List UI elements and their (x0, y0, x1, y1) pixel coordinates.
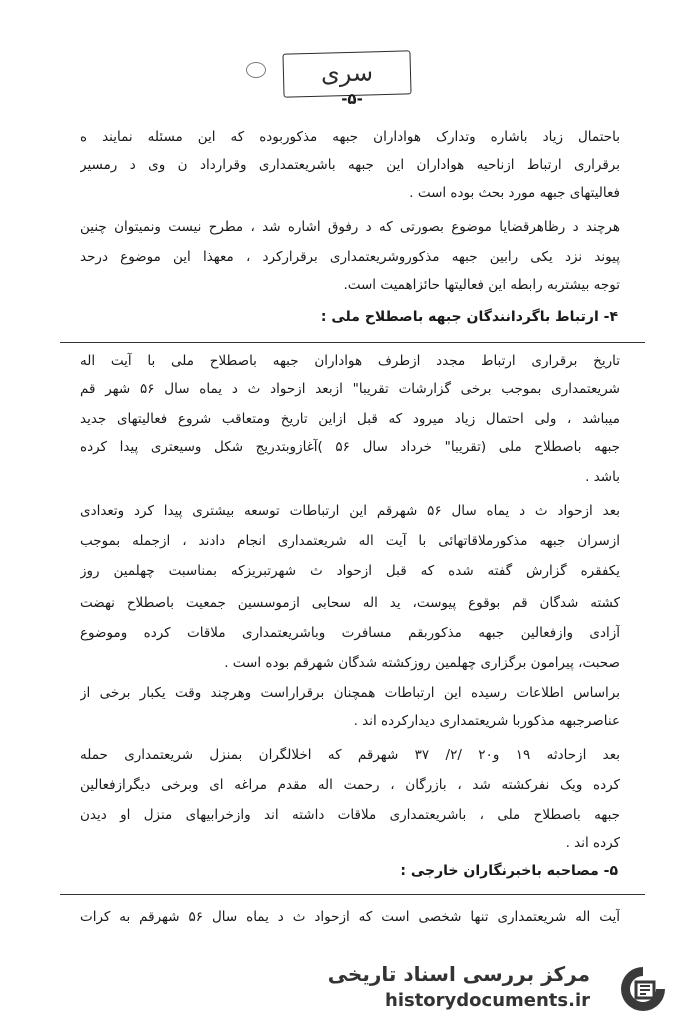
section-5-heading: ۵- مصاحبه باخبرنگاران خارجی : (400, 863, 618, 879)
text-line: جبهه باصطلاح ملی (تقریبا" خرداد سال ۵۶ )آغازوبتدریج شکل وسیعتری پیدا کرده (80, 439, 620, 455)
text-line: یکفقره گزارش گفته شده که قبل ازحواد ث شهرتبریزکه بمناسبت چهلمین روز (80, 563, 620, 579)
text-line: فعالیتهای جبهه مورد بحث بوده است . (409, 185, 620, 201)
text-line: باحتمال زیاد باشاره وتدارک هواداران جبهه مذکوربوده که این مسئله نمایند ه (80, 129, 620, 145)
text-line: کشته شدگان قم بوقوع پیوست، ید اله سحابی ازموسسین جمعیت باصطلاح نهضت (80, 595, 620, 611)
divider (60, 894, 645, 895)
classification-text: سری (320, 58, 374, 88)
text-line: کرده ویک نفرکشته شد ، بازرگان ، رحمت اله مقدم مراغه ای وبرخی دیگرازفعالین (80, 777, 620, 793)
text-line: برقراری ارتباط ازناحیه هواداران این جبهه باشریعتمداری وقرارداد ن وی د رمسیر (80, 157, 620, 173)
text-line: آزادی وازفعالین جبهه مذکوربقم مسافرت وباشریعتمداری ملاقات کرده وموضوع (80, 625, 620, 641)
text-line: توجه بیشتربه رابطه این فعالیتها حائزاهمیت است. (343, 277, 620, 293)
text-line: بعد ازحادثه ۱۹ و۲۰ /۲/ ۳۷ شهرقم که اخلالگران بمنزل شریعتمداری حمله (80, 747, 620, 763)
watermark (250, 962, 670, 1016)
page-number: -۵- (341, 90, 363, 108)
text-line: براساس اطلاعات رسیده این ارتباطات همچنان برقراراست وهرچند وقت یکبار برخی از (80, 685, 620, 701)
watermark-title: مرکز بررسی اسناد تاریخی (327, 962, 590, 986)
watermark-url: historydocuments.ir (385, 990, 590, 1011)
text-line: پیوند نزد یکی رابین جبهه مذکوروشریعتمداری برقرارکرد ، معهذا این موضوع درحد (80, 249, 620, 265)
text-line: آیت اله شریعتمداری تنها شخصی است که ازحواد ث د یماه سال ۵۶ شهرقم به کرات (80, 909, 620, 925)
text-line: شریعتمداری بموجب برخی گزارشات تقریبا" ازبعد ازحواد ث د یماه سال ۵۶ شهر قم (80, 381, 620, 397)
text-line: بعد ازحواد ث د یماه سال ۵۶ شهرقم این ارتباطات توسعه بیشتری پیدا کرد وتعدادی (80, 503, 620, 519)
text-line: صحبت، پیرامون برگزاری چهلمین روزکشته شدگان شهرقم بوده است . (224, 655, 620, 671)
text-line: عناصرجبهه مذکوربا شریعتمداری دیدارکرده اند . (353, 713, 620, 729)
ink-mark (246, 62, 266, 78)
text-line: کرده اند . (565, 835, 620, 851)
text-line: ازسران جبهه مذکورملاقاتهائی با آیت اله شریعتمداری انجام دادند ، ازجمله بموجب (80, 533, 620, 549)
divider (60, 342, 645, 343)
text-line: میباشد ، ولی احتمال زیاد میرود که قبل ازاین تاریخ ومتعاقب شروع فعالیتهای جدید (80, 411, 620, 427)
archive-logo-icon (616, 964, 670, 1014)
text-line: باشد . (585, 469, 620, 485)
text-line: تاریخ برقراری ارتباط مجدد ازطرف هواداران جبهه باصطلاح ملی با آیت اله (80, 353, 620, 369)
text-line: جبهه باصطلاح ملی ، باشریعتمداری ملاقات داشته اند وازخرابیهای منزل او دیدن (80, 807, 620, 823)
section-4-heading: ۴- ارتباط باگردانندگان جبهه باصطلاح ملی : (320, 309, 618, 325)
text-line: هرچند د رظاهرقضایا موضوع بصورتی که د رفوق اشاره شد ، مطرح نیست ونمیتوان چنین (80, 219, 620, 235)
